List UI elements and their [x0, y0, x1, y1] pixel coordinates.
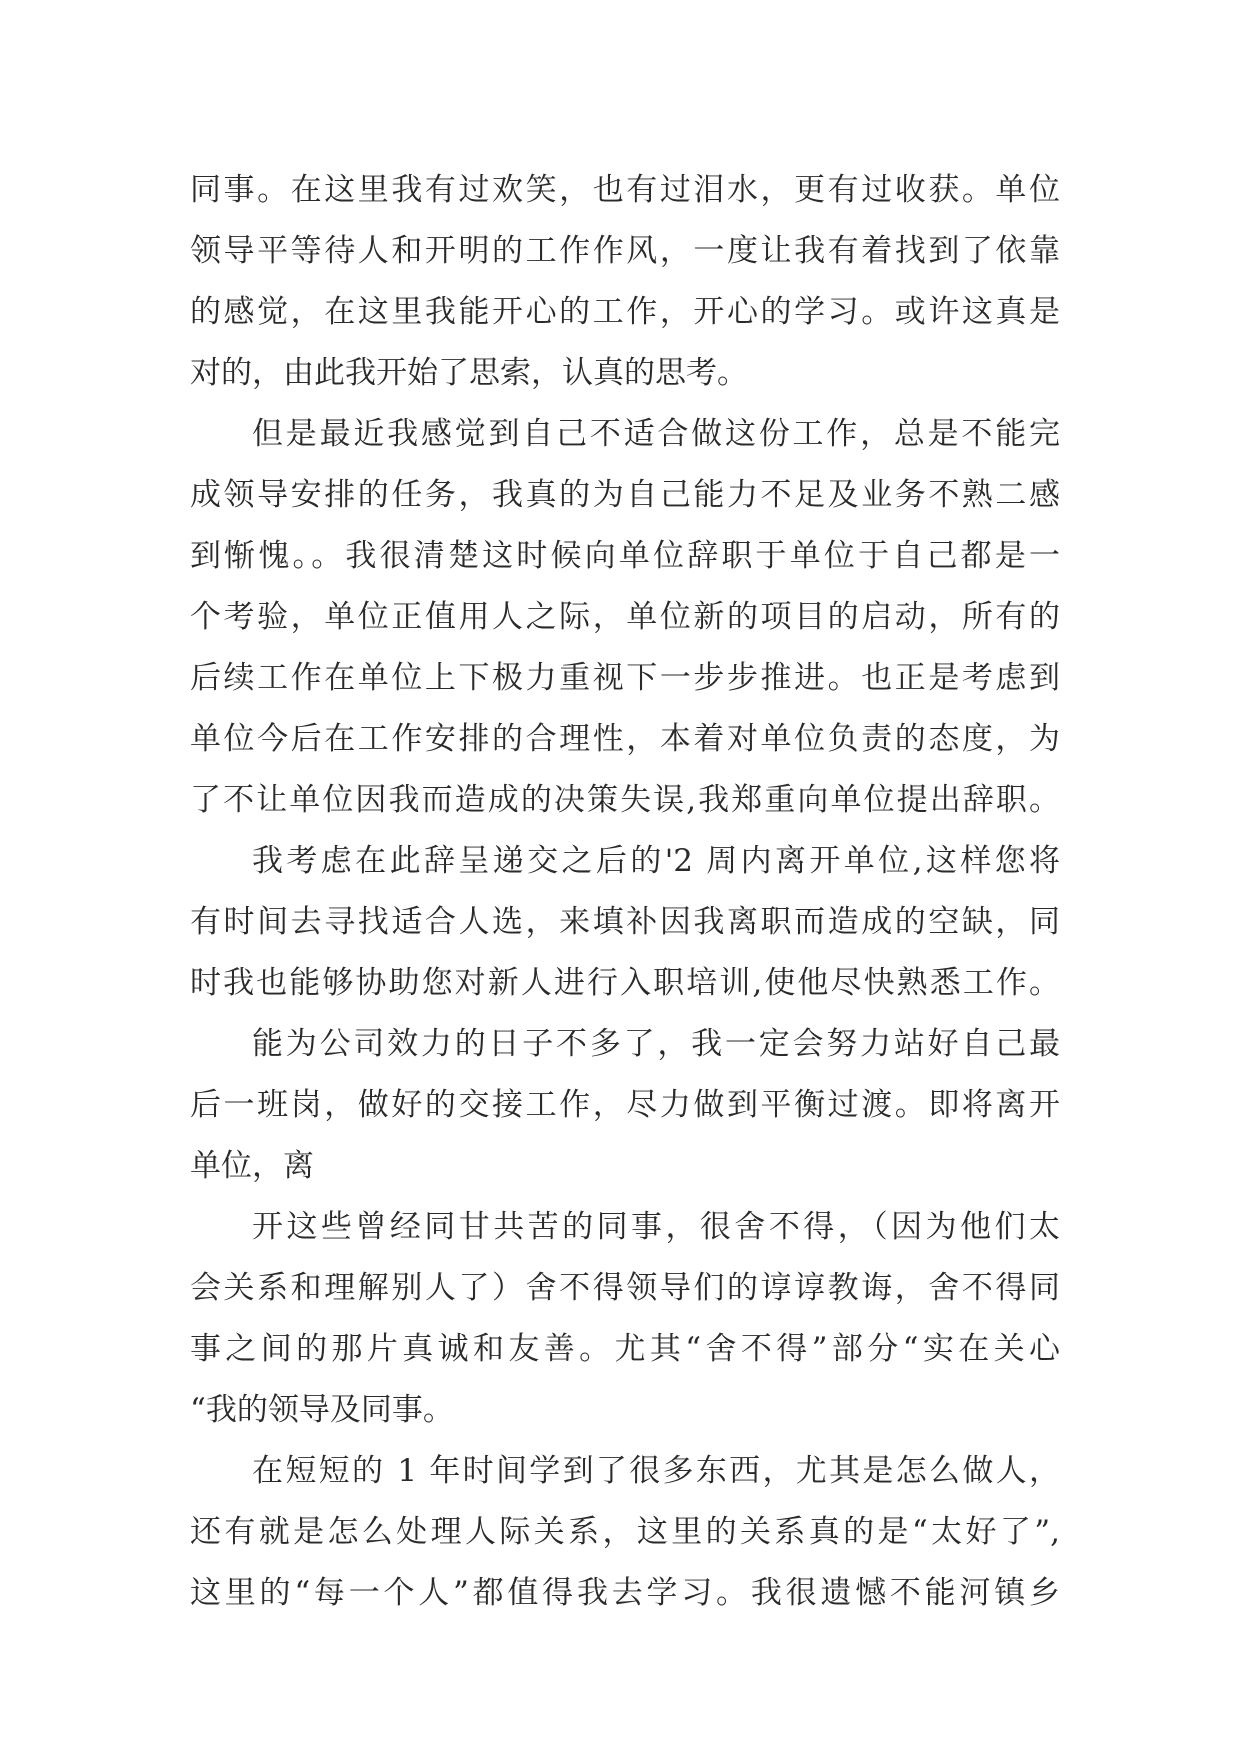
text-line: 有时间去寻找适合人选，来填补因我离职而造成的空缺，同 — [190, 904, 1060, 940]
text-line: 我考虑在此辞呈递交之后的'2 周内离开单位,这样您将 — [252, 843, 1060, 879]
text-line: 个考验，单位正值用人之际，单位新的项目的启动，所有的 — [190, 599, 1060, 635]
text-line: 后续工作在单位上下极力重视下一步步推进。也正是考虑到 — [190, 660, 1060, 696]
paragraph-1 — [190, 160, 1060, 404]
text-line: 单位今后在工作安排的合理性，本着对单位负责的态度，为 — [190, 721, 1060, 757]
text-line: 开这些曾经同甘共苦的同事，很舍不得，（因为他们太 — [252, 1209, 1060, 1245]
text-line: 后一班岗，做好的交接工作，尽力做到平衡过渡。即将离开 — [190, 1087, 1060, 1123]
paragraph-6 — [190, 1441, 1060, 1624]
text-line: 对的，由此我开始了思索，认真的思考。 — [190, 355, 748, 391]
paragraph-4 — [190, 1014, 1060, 1197]
text-line: 还有就是怎么处理人际关系，这里的关系真的是“太好了”, — [190, 1514, 1060, 1550]
text-line: 但是最近我感觉到自己不适合做这份工作，总是不能完 — [252, 416, 1060, 452]
text-line: 成领导安排的任务，我真的为自己能力不足及业务不熟二感 — [190, 477, 1060, 513]
text-line: 到惭愧。。我很清楚这时候向单位辞职于单位于自己都是一 — [190, 538, 1060, 574]
text-line: 同事。在这里我有过欢笑，也有过泪水，更有过收获。单位 — [190, 172, 1060, 208]
text-line: 时我也能够协助您对新人进行入职培训,使他尽快熟悉工作。 — [190, 965, 1060, 1001]
paragraph-2 — [190, 404, 1060, 831]
text-line: 这里的“每一个人”都值得我去学习。我很遗憾不能河镇乡 — [190, 1575, 1060, 1611]
paragraph-5 — [190, 1197, 1060, 1441]
text-line: 单位，离 — [190, 1148, 314, 1184]
text-line: 了不让单位因我而造成的决策失误,我郑重向单位提出辞职。 — [190, 782, 1060, 818]
text-line: 会关系和理解别人了）舍不得领导们的谆谆教诲，舍不得同 — [190, 1270, 1060, 1306]
paragraph-3 — [190, 831, 1060, 1014]
text-line: “我的领导及同事。 — [190, 1392, 454, 1428]
text-line: 领导平等待人和开明的工作作风，一度让我有着找到了依靠 — [190, 233, 1060, 269]
text-line: 的感觉，在这里我能开心的工作，开心的学习。或许这真是 — [190, 294, 1060, 330]
text-line: 事之间的那片真诚和友善。尤其“舍不得”部分“实在关心 — [190, 1331, 1060, 1367]
text-line: 能为公司效力的日子不多了，我一定会努力站好自己最 — [252, 1026, 1060, 1062]
body-text — [190, 160, 1060, 1624]
text-line: 在短短的 1 年时间学到了很多东西，尤其是怎么做人， — [252, 1453, 1060, 1489]
